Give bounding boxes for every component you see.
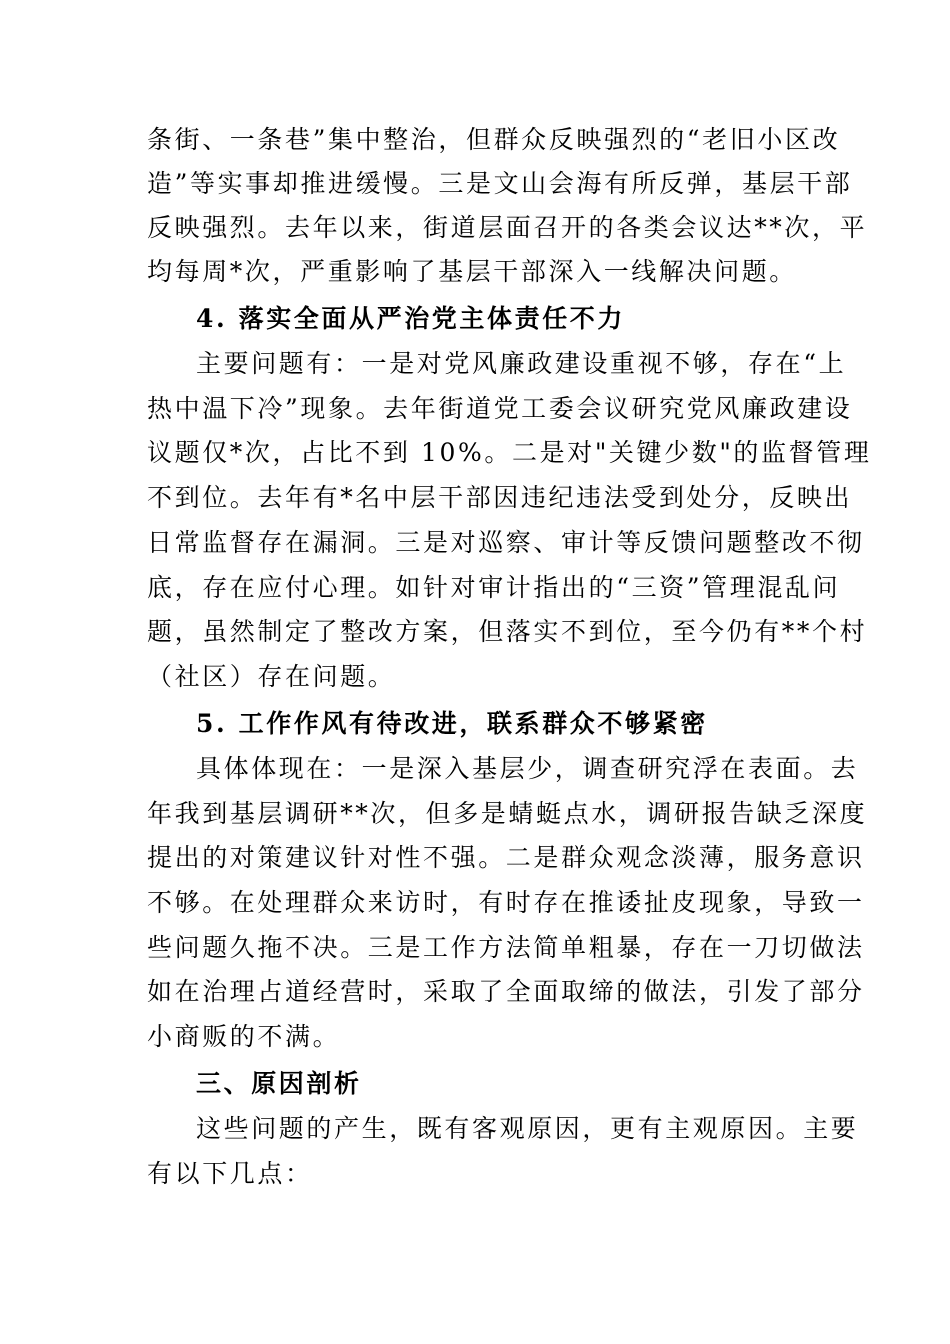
paragraph-line: 议题仅*次，占比不到 10%。二是对"关键少数"的监督管理 <box>147 438 872 467</box>
paragraph-line: 题，虽然制定了整改方案，但落实不到位，至今仍有**个村 <box>147 617 868 646</box>
paragraph-line: 均每周*次，严重影响了基层干部深入一线解决问题。 <box>147 257 797 286</box>
paragraph-line: 日常监督存在漏洞。三是对巡察、审计等反馈问题整改不彻 <box>147 528 865 557</box>
paragraph-line: （社区）存在问题。 <box>147 662 396 691</box>
paragraph-line: 底，存在应付心理。如针对审计指出的“三资”管理混乱问 <box>147 573 841 602</box>
paragraph-line: 有以下几点： <box>147 1159 313 1188</box>
paragraph-line: 造”等实事却推进缓慢。三是文山会海有所反弹，基层干部 <box>147 169 853 198</box>
paragraph-line: 热中温下冷”现象。去年街道党工委会议研究党风廉政建设 <box>147 394 853 423</box>
section-heading-analysis: 三、原因剖析 <box>196 1069 362 1098</box>
paragraph-line: 主要问题有：一是对党风廉政建设重视不够，存在“上 <box>196 349 847 378</box>
paragraph-line: 不够。在处理群众来访时，有时存在推诿扯皮现象，导致一 <box>147 888 865 917</box>
paragraph-line: 这些问题的产生，既有客观原因，更有主观原因。主要 <box>196 1114 859 1143</box>
paragraph-line: 不到位。去年有*名中层干部因违纪违法受到处分，反映出 <box>147 483 853 512</box>
paragraph-line: 小商贩的不满。 <box>147 1022 341 1051</box>
paragraph-line: 年我到基层调研**次，但多是蜻蜓点水，调研报告缺乏深度 <box>147 799 868 828</box>
paragraph-line: 具体体现在：一是深入基层少，调查研究浮在表面。去 <box>196 754 859 783</box>
paragraph-line: 如在治理占道经营时，采取了全面取缔的做法，引发了部分 <box>147 977 865 1006</box>
paragraph-line: 提出的对策建议针对性不强。二是群众观念淡薄，服务意识 <box>147 843 865 872</box>
section-heading-4: 4. 落实全面从严治党主体责任不力 <box>196 304 626 333</box>
paragraph-line: 些问题久拖不决。三是工作方法简单粗暴，存在一刀切做法 <box>147 933 865 962</box>
paragraph-line: 条街、一条巷”集中整治，但群众反映强烈的“老旧小区改 <box>147 125 841 154</box>
paragraph-line: 反映强烈。去年以来，街道层面召开的各类会议达**次，平 <box>147 213 868 242</box>
section-heading-5: 5. 工作作风有待改进，联系群众不够紧密 <box>196 709 708 738</box>
